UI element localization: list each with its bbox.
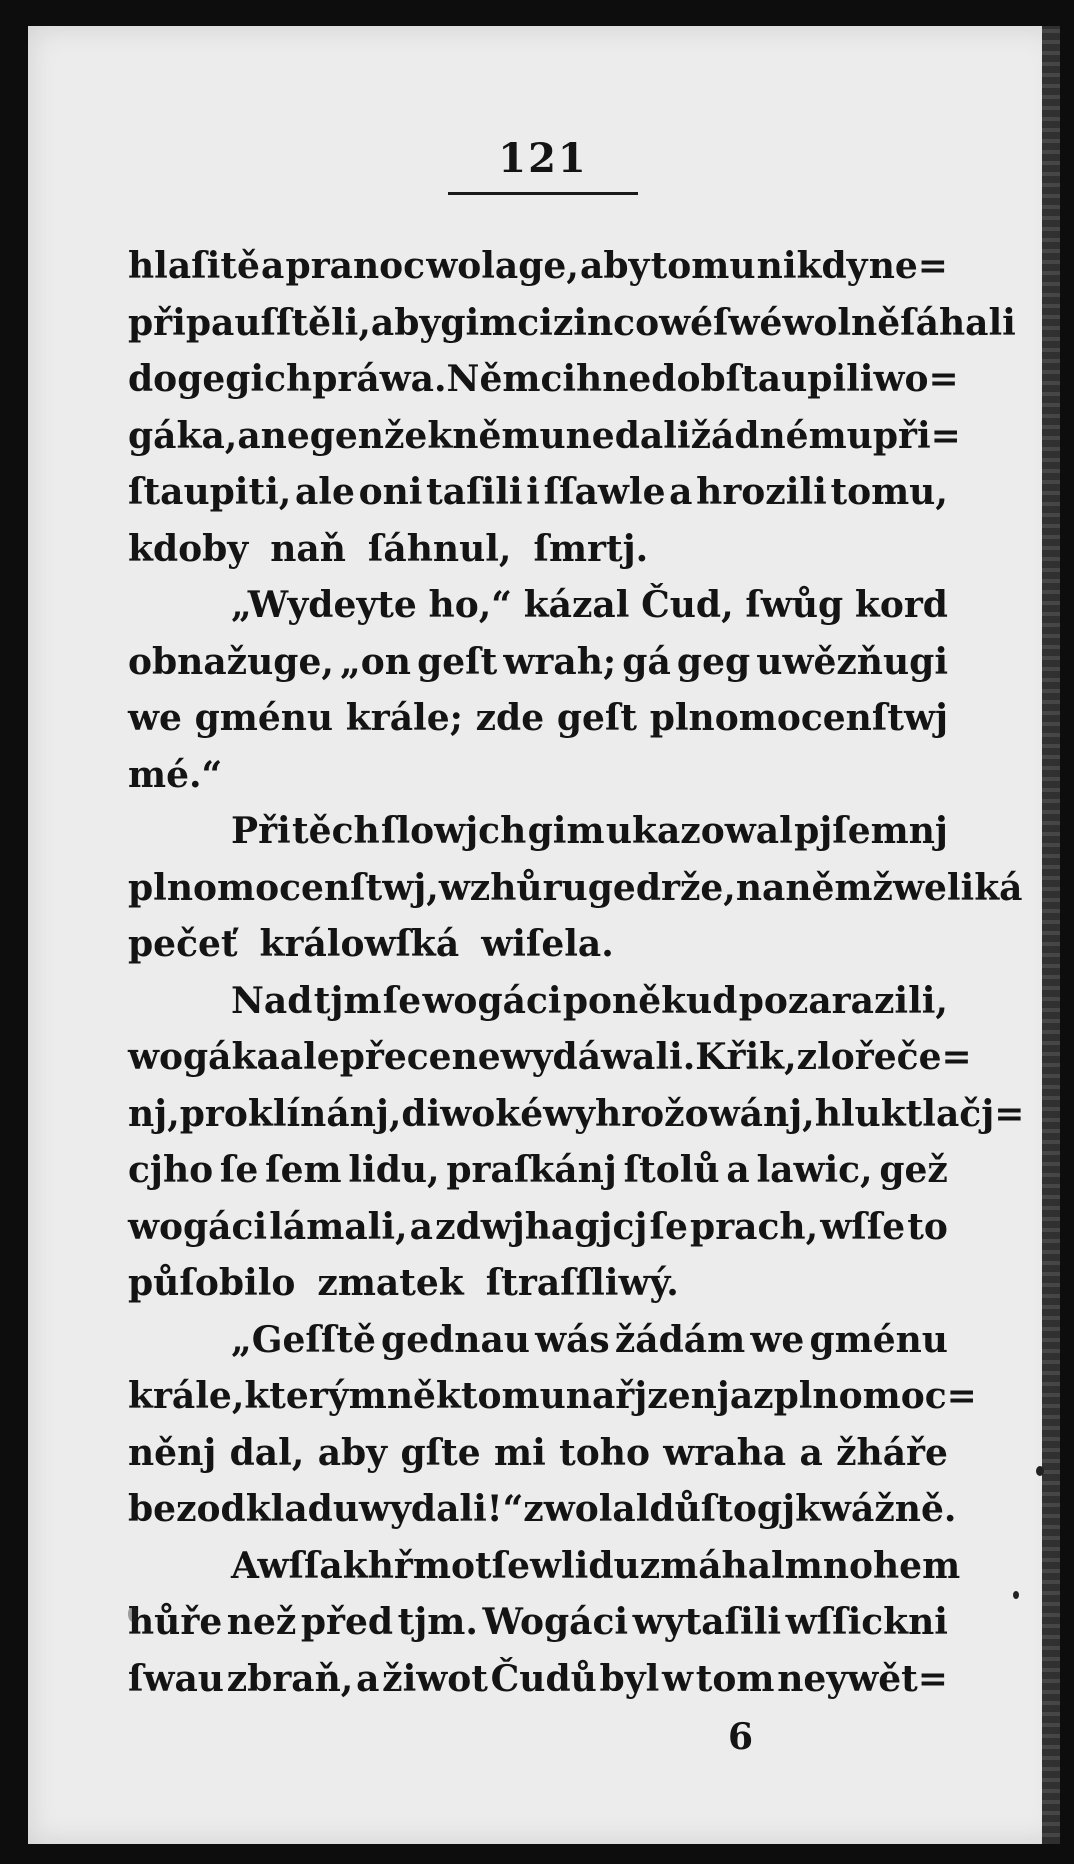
word: tlačj= — [905, 1092, 1025, 1135]
word: hrozili — [696, 471, 827, 513]
text-line — [128, 521, 948, 578]
word: naň — [270, 527, 346, 570]
word: geg — [676, 640, 751, 683]
word: němu — [452, 414, 566, 457]
word: Křik, — [695, 1036, 797, 1078]
word: wo= — [873, 358, 959, 400]
word: wogáka — [128, 1036, 280, 1078]
word: newydáwali. — [451, 1036, 696, 1078]
word: těch — [292, 810, 380, 852]
page-number: 121 — [498, 135, 588, 182]
word: k — [427, 414, 453, 457]
word: gménu — [809, 1318, 948, 1361]
word: tjm. — [397, 1601, 478, 1643]
header-rule — [448, 192, 638, 195]
word: gež — [879, 1149, 948, 1191]
word: ſtraſſliwý. — [485, 1262, 679, 1304]
signature-mark: 6 — [728, 1716, 754, 1758]
word: zplnomoc= — [753, 1375, 977, 1417]
word: pjſemnj — [794, 810, 948, 852]
word: prach, — [690, 1205, 819, 1248]
text-line — [128, 747, 948, 804]
word: weliká — [892, 866, 1023, 909]
word: Při — [231, 810, 291, 852]
word: ſáhali — [900, 301, 1016, 344]
word: kord — [854, 584, 948, 626]
word: nedali — [565, 414, 691, 457]
word: gednau — [381, 1318, 530, 1361]
word: w — [662, 1657, 694, 1700]
word: Čud, — [641, 584, 734, 626]
word: hlaſitě — [128, 245, 260, 287]
word: Čudů — [490, 1657, 597, 1700]
word: neywět= — [777, 1657, 948, 1700]
word: ſe — [219, 1149, 259, 1191]
word: to — [907, 1205, 948, 1248]
book-page — [28, 26, 1060, 1844]
ink-speck — [1013, 1591, 1019, 1599]
word: tjm — [313, 979, 382, 1022]
word: že — [383, 414, 428, 457]
word: negen — [260, 414, 384, 457]
word: nikdy — [756, 245, 868, 287]
word: we — [128, 697, 182, 739]
word: plnomocenſtwj, — [128, 866, 439, 909]
ink-speck — [1036, 1466, 1044, 1476]
word: oni — [358, 471, 423, 513]
word: ſlowjch — [380, 810, 527, 852]
word: ſwéwolně — [712, 301, 901, 344]
page-edge-binding — [1042, 26, 1060, 1844]
body-text — [128, 238, 1025, 1707]
text-line — [128, 916, 948, 973]
text-line — [128, 577, 948, 634]
word: hřmot — [367, 1544, 492, 1587]
word: lidu — [560, 1544, 640, 1587]
word: wogáci — [128, 1205, 268, 1248]
word: gim — [527, 810, 605, 852]
word: krále, — [128, 1375, 245, 1417]
word: cjho — [128, 1149, 214, 1191]
text-line — [128, 1481, 957, 1538]
text-line — [128, 1425, 948, 1482]
word: wás — [535, 1318, 610, 1361]
word: půſobilo — [128, 1262, 296, 1304]
word: wraha — [663, 1431, 787, 1474]
word: na — [735, 866, 786, 909]
word: ne= — [868, 245, 948, 287]
word: důſtogjk — [649, 1488, 821, 1530]
word: Wogáci — [482, 1601, 629, 1643]
word: taſili — [426, 471, 523, 513]
text-line — [128, 690, 948, 747]
word: ſwůg — [745, 584, 844, 626]
word: žiwot — [382, 1657, 488, 1700]
word: mé.“ — [128, 753, 223, 796]
ink-speck — [128, 1606, 138, 1622]
word: kdoby — [128, 527, 249, 570]
word: wyhrožowánj, — [543, 1092, 815, 1135]
text-line — [128, 295, 1016, 352]
word: ſáhnul, — [367, 527, 512, 570]
word: gegich — [177, 358, 313, 400]
word: „Geſſtě — [231, 1318, 376, 1361]
word: lawic, — [756, 1149, 873, 1191]
text-line — [128, 1594, 948, 1651]
word: proklínánj, — [179, 1092, 402, 1135]
word: nj, — [128, 1092, 180, 1135]
text-line — [128, 973, 948, 1030]
word: poněkud — [562, 979, 738, 1022]
word: pozarazili, — [738, 979, 948, 1022]
word: gáka, — [128, 414, 238, 457]
word: wolage, — [426, 245, 579, 287]
word: ſem — [265, 1149, 342, 1191]
word: do — [128, 358, 178, 400]
word: we — [750, 1318, 805, 1361]
word: obnažuge, — [128, 640, 334, 683]
word: králowſká — [259, 923, 460, 965]
word: hned — [576, 358, 677, 400]
word: ukazowal — [605, 810, 793, 852]
word: zmáhal — [639, 1544, 785, 1587]
text-line — [128, 634, 948, 691]
word: ſe — [382, 979, 422, 1022]
text-line — [128, 238, 948, 295]
word: zlořeče= — [796, 1036, 972, 1078]
word: krále; — [345, 697, 463, 739]
word: ſmrtj. — [533, 527, 649, 570]
word: gſte — [400, 1431, 481, 1474]
word: žádám — [614, 1318, 746, 1361]
word: němž — [785, 866, 893, 909]
word: aby — [370, 301, 441, 344]
word: praſkánj — [446, 1149, 617, 1191]
text-line — [128, 1086, 1025, 1143]
word: „Wydeyte — [231, 584, 417, 626]
word: a — [726, 1149, 750, 1191]
text-line — [128, 464, 948, 521]
word: tomu, — [830, 471, 948, 513]
word: zmatek — [317, 1262, 464, 1304]
word: hůře — [128, 1601, 223, 1643]
text-line — [128, 1255, 948, 1312]
text-line — [128, 1538, 961, 1595]
word: mi — [494, 1431, 546, 1474]
word: mnohem — [784, 1544, 961, 1587]
text-line — [128, 1651, 948, 1708]
word: než — [226, 1601, 297, 1643]
word: byl — [599, 1657, 660, 1700]
word: ſſawle — [543, 471, 666, 513]
word: Němci — [446, 358, 577, 400]
word: „on — [340, 640, 411, 683]
word: Nad — [231, 979, 313, 1022]
word: dal, — [229, 1431, 305, 1474]
word: kázal — [523, 584, 630, 626]
word: a — [356, 1657, 380, 1700]
word: ſtaupiti, — [128, 471, 292, 513]
word: a — [729, 1375, 754, 1417]
word: ale — [294, 471, 355, 513]
word: ale — [279, 1036, 340, 1078]
word: wrah; — [503, 640, 617, 683]
word: ſe — [649, 1205, 688, 1248]
word: ſe — [491, 1544, 530, 1587]
word: w — [529, 1544, 561, 1587]
text-line — [128, 408, 961, 465]
word: wzhůru — [438, 866, 588, 909]
word: zdwjhagjcj — [435, 1205, 648, 1248]
text-line — [128, 803, 948, 860]
word: tomu — [460, 1375, 566, 1417]
text-line — [128, 1368, 977, 1425]
text-line — [128, 1199, 948, 1256]
word: lámali, — [269, 1205, 408, 1248]
text-line — [128, 1029, 972, 1086]
word: aby — [580, 245, 650, 287]
word: wſſe — [820, 1205, 906, 1248]
word: wogáci — [422, 979, 562, 1022]
word: a — [237, 414, 261, 457]
text-line — [128, 1312, 948, 1369]
word: a — [261, 245, 285, 287]
word: který — [244, 1375, 349, 1417]
word: nařjzenj — [565, 1375, 730, 1417]
text-line — [128, 1142, 948, 1199]
word: zde — [475, 697, 545, 739]
word: wſſickni — [785, 1601, 948, 1643]
word: ge — [587, 866, 636, 909]
word: ho,“ — [428, 584, 512, 626]
word: ſtolů — [623, 1149, 720, 1191]
word: wydali!“ — [359, 1488, 524, 1530]
word: k — [435, 1375, 461, 1417]
word: Awſſak — [231, 1544, 368, 1587]
word: pranoc — [285, 245, 426, 287]
word: drže, — [635, 866, 736, 909]
word: přece — [339, 1036, 452, 1078]
text-line — [128, 860, 1023, 917]
word: diwoké — [401, 1092, 544, 1135]
word: geſt — [417, 640, 498, 683]
word: zbraň, — [226, 1657, 354, 1700]
word: i — [526, 471, 540, 513]
word: před — [300, 1601, 394, 1643]
word: gménu — [194, 697, 334, 739]
word: žháře — [836, 1431, 948, 1474]
word: tom — [695, 1657, 775, 1700]
word: gá — [622, 640, 671, 683]
word: wiſela. — [481, 923, 614, 965]
word: cizincowé — [517, 301, 713, 344]
word: wytaſili — [632, 1601, 782, 1643]
word: něnj — [128, 1431, 217, 1474]
word: žádnému — [690, 414, 873, 457]
word: zwolal — [523, 1488, 650, 1530]
word: při= — [872, 414, 961, 457]
word: odkladu — [196, 1488, 360, 1530]
word: hluk — [814, 1092, 906, 1135]
word: mně — [348, 1375, 436, 1417]
word: bez — [128, 1488, 197, 1530]
word: ſwau — [128, 1657, 224, 1700]
word: a — [409, 1205, 433, 1248]
word: toho — [559, 1431, 650, 1474]
word: uwězňugi — [756, 640, 948, 683]
word: tomu — [650, 245, 756, 287]
word: připauſſtěli, — [128, 301, 371, 344]
word: lidu, — [348, 1149, 440, 1191]
word: geſt — [556, 697, 638, 739]
word: obſtaupili — [676, 358, 874, 400]
word: pečeť — [128, 923, 238, 965]
word: gim — [440, 301, 518, 344]
word: a — [669, 471, 693, 513]
word: plnomocenſtwj — [649, 697, 948, 739]
word: wážně. — [820, 1488, 957, 1530]
word: a — [799, 1431, 823, 1474]
word: práwa. — [312, 358, 447, 400]
text-line — [128, 351, 959, 408]
page-header — [428, 136, 658, 195]
word: aby — [317, 1431, 388, 1474]
